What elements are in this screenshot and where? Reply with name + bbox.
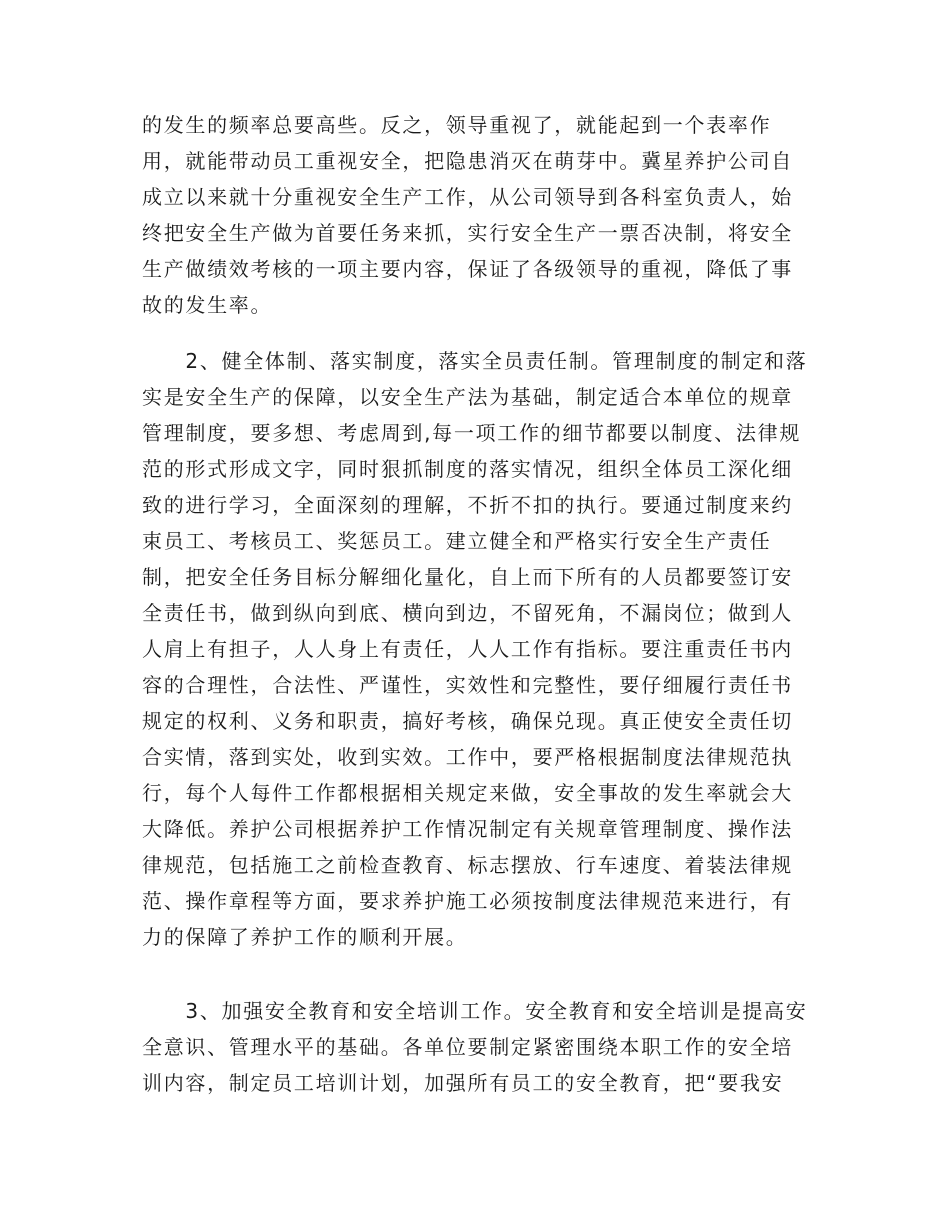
paragraph-line: 行，每个人每件工作都根据相关规定来做，安全事故的发生率就会大: [142, 781, 793, 805]
paragraph-line: 人肩上有担子，人人身上有责任，人人工作有指标。要注重责任书内: [142, 637, 793, 661]
paragraph-line: 终把安全生产做为首要任务来抓，实行安全生产一票否决制，将安全: [142, 221, 793, 245]
paragraph-line: 成立以来就十分重视安全生产工作，从公司领导到各科室负责人，始: [142, 185, 793, 209]
paragraph-line: 实是安全生产的保障，以安全生产法为基础，制定适合本单位的规章: [142, 385, 793, 409]
paragraph-line: 用，就能带动员工重视安全，把隐患消灭在萌芽中。冀星养护公司自: [142, 149, 793, 173]
paragraph-2: [142, 343, 807, 955]
paragraph-line: 容的合理性，合法性、严谨性，实效性和完整性，要仔细履行责任书: [142, 673, 793, 697]
paragraph-line: 律规范，包括施工之前检查教育、标志摆放、行车速度、着装法律规: [142, 853, 793, 877]
paragraph-line: 致的进行学习，全面深刻的理解，不折不扣的执行。要通过制度来约: [142, 493, 793, 517]
paragraph-line: 生产做绩效考核的一项主要内容，保证了各级领导的重视，降低了事: [142, 257, 793, 281]
paragraph-line: 范、操作章程等方面，要求养护施工必须按制度法律规范来进行，有: [142, 889, 793, 913]
paragraph-line: 大降低。养护公司根据养护工作情况制定有关规章管理制度、操作法: [142, 817, 793, 841]
paragraph-line: 的发生的频率总要高些。反之，领导重视了，就能起到一个表率作: [142, 113, 772, 137]
paragraph-1: [142, 107, 807, 323]
paragraph-line: 范的形式形成文字，同时狠抓制度的落实情况，组织全体员工深化细: [142, 457, 793, 481]
paragraph-line: 束员工、考核员工、奖惩员工。建立健全和严格实行安全生产责任: [142, 529, 772, 553]
paragraph-line: 制，把安全任务目标分解细化量化，自上而下所有的人员都要签订安: [142, 565, 793, 589]
paragraph-line: 全意识、管理水平的基础。各单位要制定紧密围绕本职工作的安全培: [142, 1035, 793, 1059]
paragraph-line: 3、加强安全教育和安全培训工作。安全教育和安全培训是提高安: [142, 999, 808, 1023]
paragraph-line: 训内容，制定员工培训计划，加强所有员工的安全教育，把“要我安: [142, 1071, 784, 1095]
paragraph-line: 规定的权利、义务和职责，搞好考核，确保兑现。真正使安全责任切: [142, 709, 793, 733]
paragraph-line: 故的发生率。: [142, 293, 273, 317]
paragraph-line: 力的保障了养护工作的顺利开展。: [142, 925, 468, 949]
paragraph-3: [142, 993, 807, 1101]
paragraph-line: 全责任书，做到纵向到底、横向到边，不留死角，不漏岗位；做到人: [142, 601, 793, 625]
paragraph-line: 管理制度，要多想、考虑周到,每一项工作的细节都要以制度、法律规: [142, 421, 802, 445]
paragraph-line: 2、健全体制、落实制度，落实全员责任制。管理制度的制定和落: [142, 349, 808, 373]
paragraph-line: 合实情，落到实处，收到实效。工作中，要严格根据制度法律规范执: [142, 745, 793, 769]
